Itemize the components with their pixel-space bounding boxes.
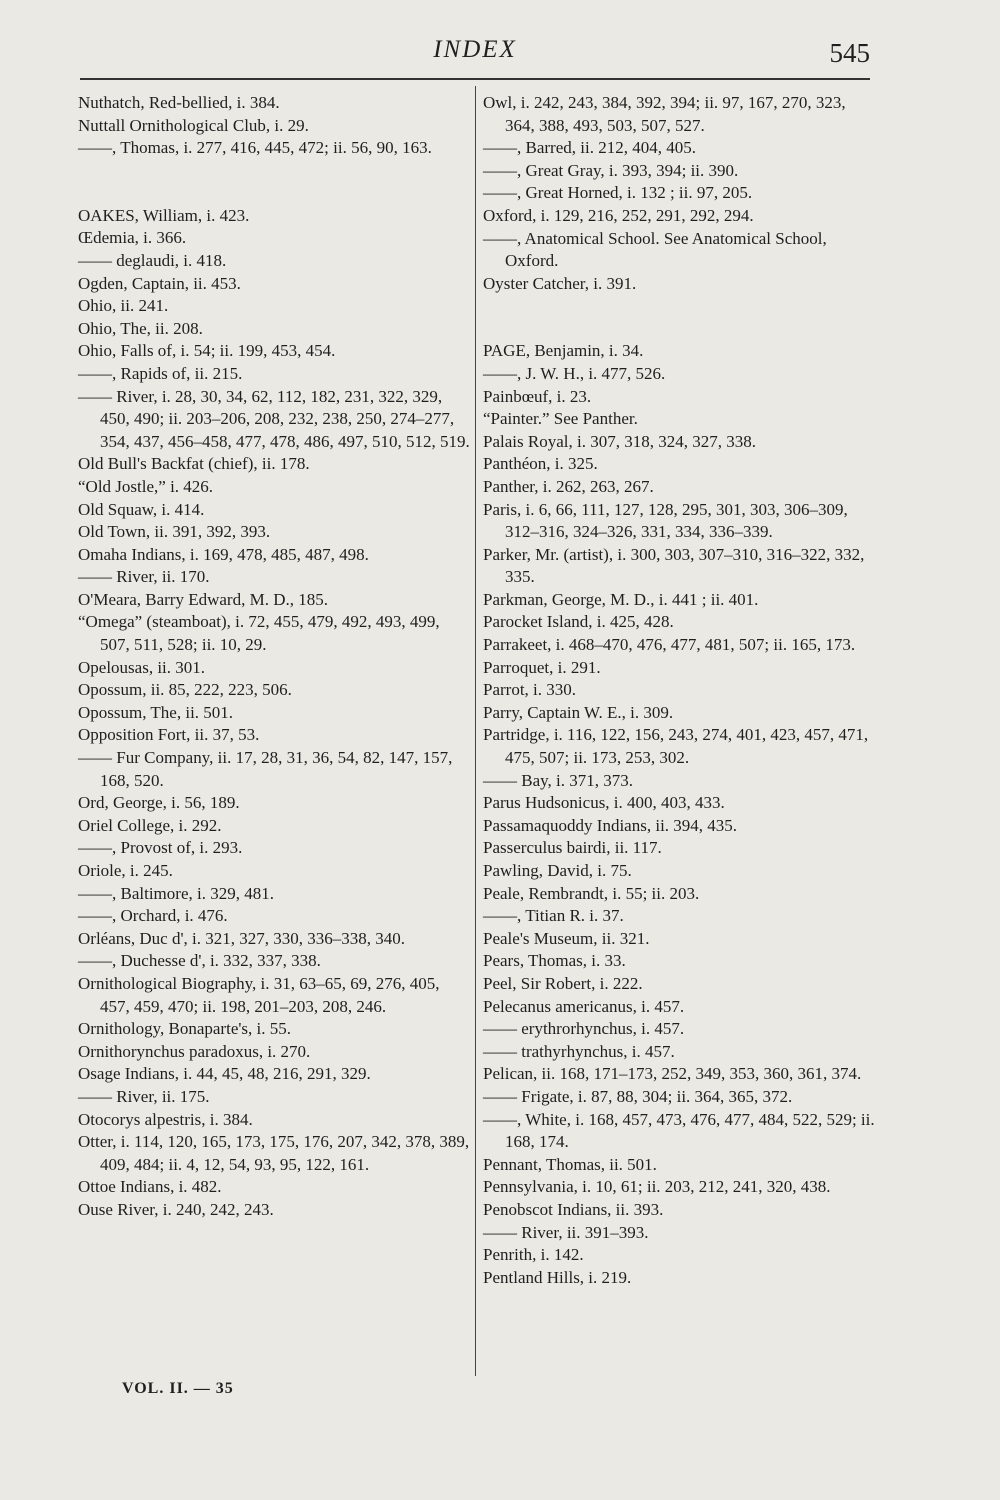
index-entry: —— trathyrhynchus, i. 457. bbox=[483, 1041, 675, 1061]
index-entry: Oyster Catcher, i. 391. bbox=[483, 273, 637, 293]
index-entry: Old Bull's Backfat (chief), ii. 178. bbox=[78, 454, 310, 474]
index-entry: Otocorys alpestris, i. 384. bbox=[78, 1109, 253, 1129]
index-entry: Panthéon, i. 325. bbox=[483, 454, 598, 474]
index-entry: “Omega” (steamboat), i. 72, 455, 479, 492, 493, 499, 507, 511, 528; ii. 10, 29. bbox=[78, 612, 440, 655]
index-entry: Old Squaw, i. 414. bbox=[78, 499, 205, 519]
index-entry: Pawling, David, i. 75. bbox=[483, 861, 632, 880]
index-entry: Penobscot Indians, ii. 393. bbox=[483, 1199, 664, 1219]
letter-gap bbox=[78, 160, 470, 205]
index-entry: Opossum, The, ii. 501. bbox=[78, 702, 234, 722]
index-entry: —— River, ii. 175. bbox=[78, 1086, 210, 1106]
index-entry: —— Fur Company, ii. 17, 28, 31, 36, 54, 82, 147, 157, 168, 520. bbox=[78, 748, 453, 790]
index-entry: OAKES, William, i. 423. bbox=[78, 205, 250, 225]
index-entry: Pennsylvania, i. 10, 61; ii. 203, 212, 241, 320, 438. bbox=[483, 1177, 831, 1197]
index-entry: ——, Provost of, i. 293. bbox=[78, 838, 243, 858]
index-entry: Pears, Thomas, i. 33. bbox=[483, 951, 626, 971]
index-entry: Passerculus bairdi, ii. 117. bbox=[483, 838, 662, 858]
index-entry: Otter, i. 114, 120, 165, 173, 175, 176, 207, 342, 378, 389, 409, 484; ii. 4, 12, 54, 93, 95, 122, 161. bbox=[78, 1132, 470, 1174]
index-entry: Osage Indians, i. 44, 45, 48, 216, 291, 329. bbox=[78, 1064, 371, 1084]
index-entry: Ottoe Indians, i. 482. bbox=[78, 1177, 222, 1197]
index-entry: Parry, Captain W. E., i. 309. bbox=[483, 702, 674, 722]
index-entry: —— River, ii. 170. bbox=[78, 567, 210, 587]
index-entry: “Old Jostle,” i. 426. bbox=[78, 476, 214, 496]
index-entry: Ornithorynchus paradoxus, i. 270. bbox=[78, 1041, 311, 1061]
index-entry: ——, Great Horned, i. 132 ; ii. 97, 205. bbox=[483, 183, 753, 203]
column-divider bbox=[475, 86, 476, 1376]
index-entry: Parker, Mr. (artist), i. 300, 303, 307–310, 316–322, 332, 335. bbox=[483, 544, 865, 587]
index-entry: Opossum, ii. 85, 222, 223, 506. bbox=[78, 680, 292, 700]
index-entry: Ogden, Captain, ii. 453. bbox=[78, 273, 241, 293]
index-entry: ——, Thomas, i. 277, 416, 445, 472; ii. 56, 90, 163. bbox=[78, 138, 432, 158]
index-entry: ——, Barred, ii. 212, 404, 405. bbox=[483, 138, 696, 158]
index-entry: —— Bay, i. 371, 373. bbox=[483, 770, 634, 790]
index-entry: Old Town, ii. 391, 392, 393. bbox=[78, 522, 271, 542]
right-column bbox=[483, 92, 878, 1289]
index-entry: Paris, i. 6, 66, 111, 127, 128, 295, 301, 303, 306–309, 312–316, 324–326, 331, 334, 336–339. bbox=[483, 499, 848, 542]
index-entry: Peale, Rembrandt, i. 55; ii. 203. bbox=[483, 883, 700, 903]
index-entry: Nuthatch, Red-bellied, i. 384. bbox=[78, 93, 280, 112]
page-header bbox=[80, 34, 870, 74]
index-entry: Ornithological Biography, i. 31, 63–65, 69, 276, 405, 457, 459, 470; ii. 198, 201–203, 208, 246. bbox=[78, 973, 440, 1016]
index-entry: Pelican, ii. 168, 171–173, 252, 349, 353, 360, 361, 374. bbox=[483, 1064, 862, 1084]
letter-gap bbox=[483, 295, 878, 340]
index-entry: ——, Baltimore, i. 329, 481. bbox=[78, 883, 274, 903]
index-entry: Painbœuf, i. 23. bbox=[483, 386, 592, 406]
index-entry: ——, Orchard, i. 476. bbox=[78, 906, 228, 926]
index-entry: Œdemia, i. 366. bbox=[78, 228, 187, 248]
index-entry: Pennant, Thomas, ii. 501. bbox=[483, 1154, 657, 1174]
index-entry: Nuttall Ornithological Club, i. 29. bbox=[78, 115, 309, 135]
index-entry: Opelousas, ii. 301. bbox=[78, 657, 206, 677]
index-entry: Parocket Island, i. 425, 428. bbox=[483, 612, 674, 632]
index-entry: Ord, George, i. 56, 189. bbox=[78, 793, 240, 813]
index-entry: ——, Anatomical School. See Anatomical School, Oxford. bbox=[483, 228, 827, 271]
signature-mark: VOL. II. — 35 bbox=[122, 1380, 234, 1397]
index-entry: O'Meara, Barry Edward, M. D., 185. bbox=[78, 589, 328, 609]
index-entry: Palais Royal, i. 307, 318, 324, 327, 338. bbox=[483, 431, 756, 451]
index-entry: Partridge, i. 116, 122, 156, 243, 274, 401, 423, 457, 471, 475, 507; ii. 173, 253, 302. bbox=[483, 725, 869, 768]
index-entry: Ornithology, Bonaparte's, i. 55. bbox=[78, 1019, 292, 1039]
index-entry: Ouse River, i. 240, 242, 243. bbox=[78, 1199, 274, 1219]
index-entry: Parrakeet, i. 468–470, 476, 477, 481, 507; ii. 165, 173. bbox=[483, 635, 856, 655]
index-entry: Oriole, i. 245. bbox=[78, 861, 173, 880]
running-title: INDEX bbox=[433, 36, 517, 63]
index-entry: Parus Hudsonicus, i. 400, 403, 433. bbox=[483, 793, 725, 813]
index-entry: Passamaquoddy Indians, ii. 394, 435. bbox=[483, 815, 738, 835]
index-entry: Pelecanus americanus, i. 457. bbox=[483, 996, 685, 1016]
index-entry: Panther, i. 262, 263, 267. bbox=[483, 476, 654, 496]
page-number: 545 bbox=[829, 38, 870, 68]
index-entry: Opposition Fort, ii. 37, 53. bbox=[78, 725, 260, 745]
index-entry: Parrot, i. 330. bbox=[483, 680, 577, 700]
index-entry: Omaha Indians, i. 169, 478, 485, 487, 498. bbox=[78, 544, 369, 564]
index-entry: ——, Great Gray, i. 393, 394; ii. 390. bbox=[483, 160, 739, 180]
index-entry: Ohio, Falls of, i. 54; ii. 199, 453, 454. bbox=[78, 341, 336, 361]
index-entry: —— Frigate, i. 87, 88, 304; ii. 364, 365, 372. bbox=[483, 1086, 793, 1106]
index-entry: Ohio, ii. 241. bbox=[78, 296, 169, 316]
index-entry: Oxford, i. 129, 216, 252, 291, 292, 294. bbox=[483, 205, 754, 225]
left-column bbox=[78, 92, 470, 1222]
index-entry: —— River, i. 28, 30, 34, 62, 112, 182, 231, 322, 329, 450, 490; ii. 203–206, 208, 232, 238, 250, 274–277, 354, 437, 456–458, 477, 478, 486, 497, 510, 512, 519. bbox=[78, 386, 470, 451]
index-entry: Peel, Sir Robert, i. 222. bbox=[483, 973, 643, 993]
index-entry: Orléans, Duc d', i. 321, 327, 330, 336–338, 340. bbox=[78, 928, 405, 948]
index-entry: “Painter.” See Panther. bbox=[483, 409, 638, 429]
index-entry: Ohio, The, ii. 208. bbox=[78, 318, 203, 338]
index-entry: —— erythrorhynchus, i. 457. bbox=[483, 1019, 685, 1039]
index-entry: Pentland Hills, i. 219. bbox=[483, 1267, 632, 1287]
index-entry: PAGE, Benjamin, i. 34. bbox=[483, 341, 644, 361]
index-entry: ——, Rapids of, ii. 215. bbox=[78, 363, 243, 383]
header-rule bbox=[80, 78, 870, 80]
index-entry: Parroquet, i. 291. bbox=[483, 657, 601, 677]
index-entry: ——, Duchesse d', i. 332, 337, 338. bbox=[78, 951, 321, 971]
index-entry: Parkman, George, M. D., i. 441 ; ii. 401. bbox=[483, 589, 759, 609]
index-entry: Oriel College, i. 292. bbox=[78, 815, 222, 835]
index-entry: Peale's Museum, ii. 321. bbox=[483, 928, 650, 948]
index-entry: ——, J. W. H., i. 477, 526. bbox=[483, 363, 666, 383]
index-entry: —— River, ii. 391–393. bbox=[483, 1222, 649, 1242]
index-entry: Owl, i. 242, 243, 384, 392, 394; ii. 97, 167, 270, 323, 364, 388, 493, 503, 507, 527. bbox=[483, 93, 846, 135]
index-entry: Penrith, i. 142. bbox=[483, 1245, 584, 1265]
index-entry: ——, Titian R. i. 37. bbox=[483, 906, 624, 926]
index-entry: —— deglaudi, i. 418. bbox=[78, 250, 227, 270]
index-entry: ——, White, i. 168, 457, 473, 476, 477, 484, 522, 529; ii. 168, 174. bbox=[483, 1109, 875, 1152]
